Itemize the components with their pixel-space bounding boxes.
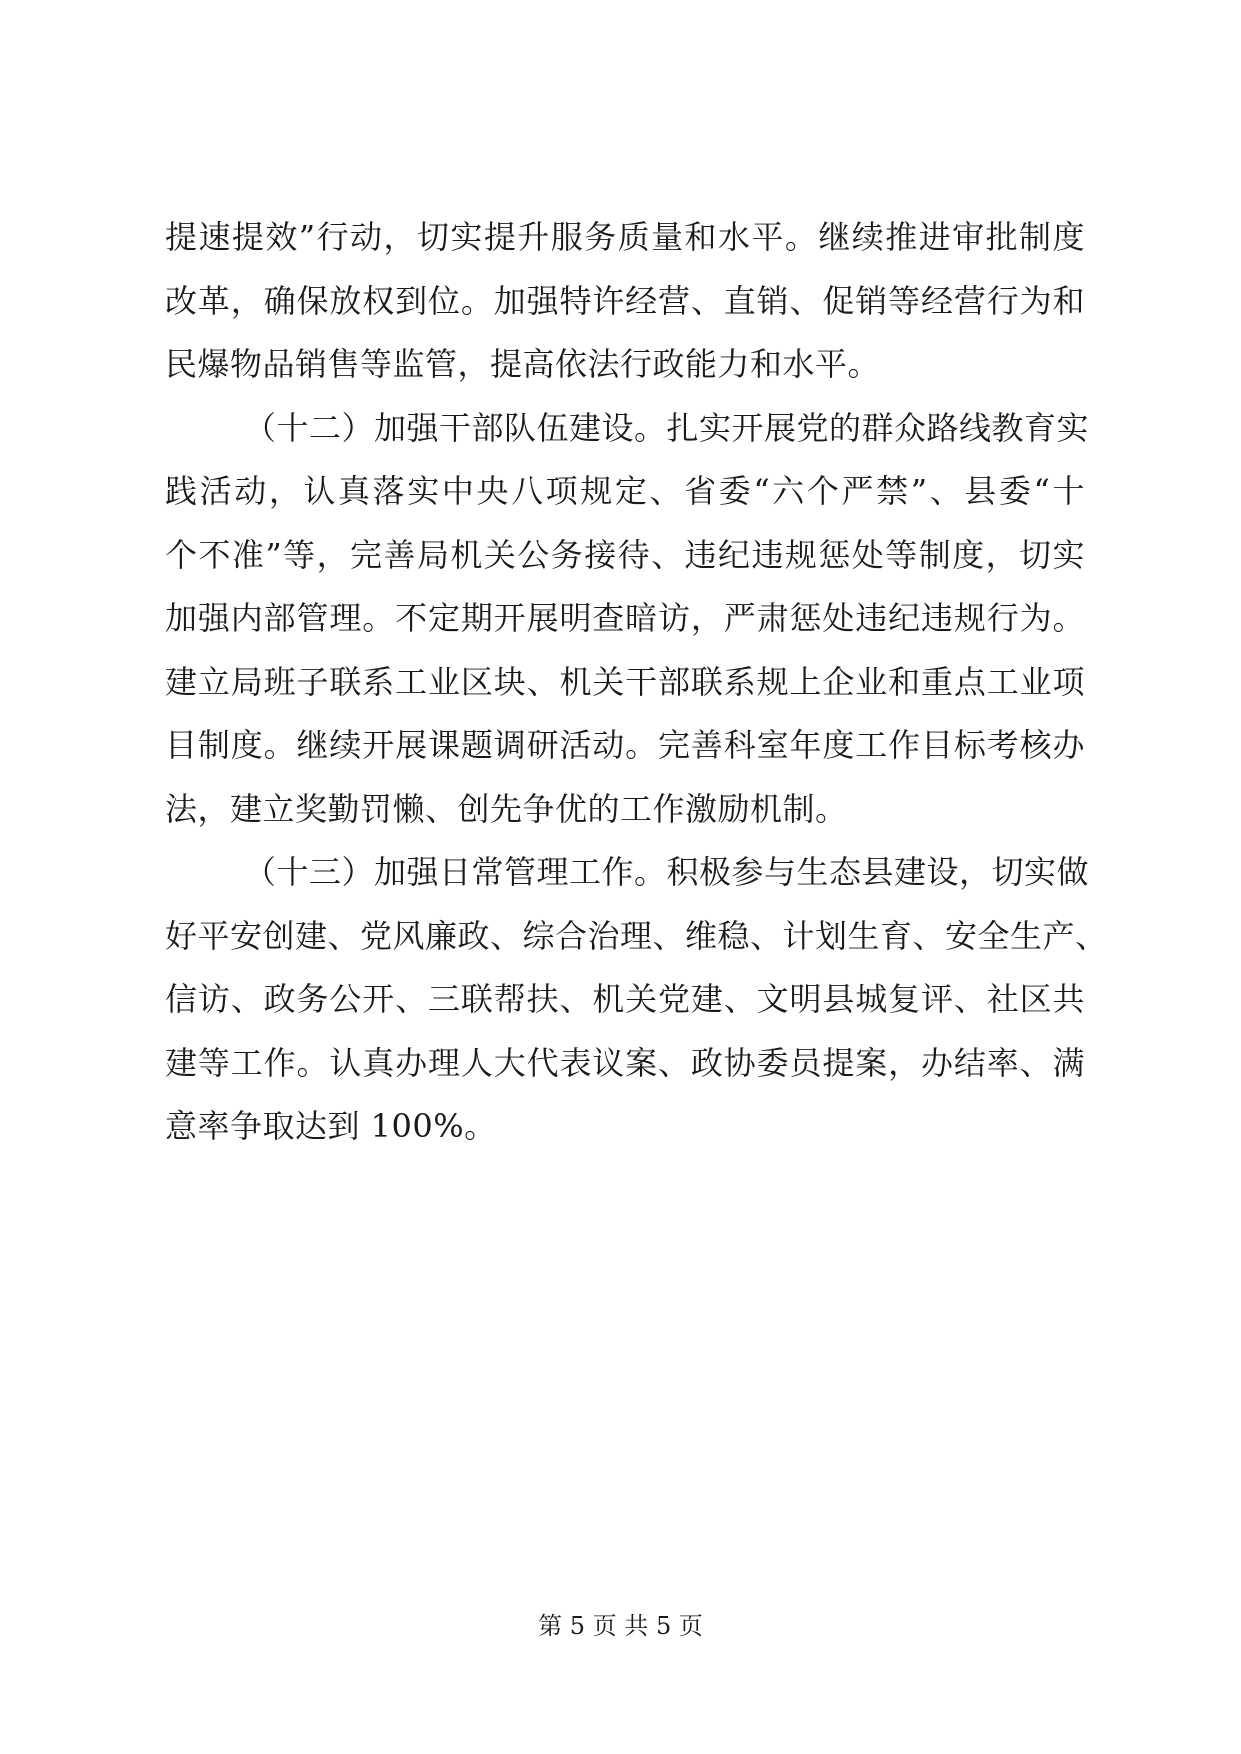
paragraph-line: 建等工作。认真办理人大代表议案、政协委员提案，办结率、满 (165, 1043, 1085, 1082)
paragraph-line: （十二）加强干部队伍建设。扎实开展党的群众路线教育实 (244, 408, 1090, 447)
paragraph-line: 民爆物品销售等监管，提高依法行政能力和水平。 (165, 345, 881, 383)
paragraph-line: 践活动，认真落实中央八项规定、省委“六个严禁”、县委“十 (165, 472, 1085, 510)
paragraph-line: 法，建立奖勤罚懒、创先争优的工作激励机制。 (165, 789, 848, 828)
paragraph-line: 信访、政务公开、三联帮扶、机关党建、文明县城复评、社区共 (165, 980, 1085, 1018)
paragraph-line: （十三）加强日常管理工作。积极参与生态县建设，切实做 (244, 853, 1090, 891)
paragraph-line: 目制度。继续开展课题调研活动。完善科室年度工作目标考核办 (165, 726, 1085, 764)
paragraph-line: 个不准”等，完善局机关公务接待、违纪违规惩处等制度，切实 (165, 535, 1085, 574)
paragraph-line: 提速提效”行动，切实提升服务质量和水平。继续推进审批制度 (165, 218, 1085, 256)
paragraph-line: 意率争取达到 100%。 (165, 1107, 497, 1145)
paragraph-line: 好平安创建、党风廉政、综合治理、维稳、计划生育、安全生产、 (165, 916, 1108, 955)
document-body (165, 206, 1108, 1159)
paragraph-line: 建立局班子联系工业区块、机关干部联系规上企业和重点工业项 (165, 662, 1085, 701)
paragraph-line: 加强内部管理。不定期开展明查暗访，严肃惩处违纪违规行为。 (165, 599, 1085, 637)
page-footer: 第 5 页 共 5 页 (538, 1612, 703, 1640)
paragraph-line: 改革，确保放权到位。加强特许经营、直销、促销等经营行为和 (165, 281, 1085, 320)
